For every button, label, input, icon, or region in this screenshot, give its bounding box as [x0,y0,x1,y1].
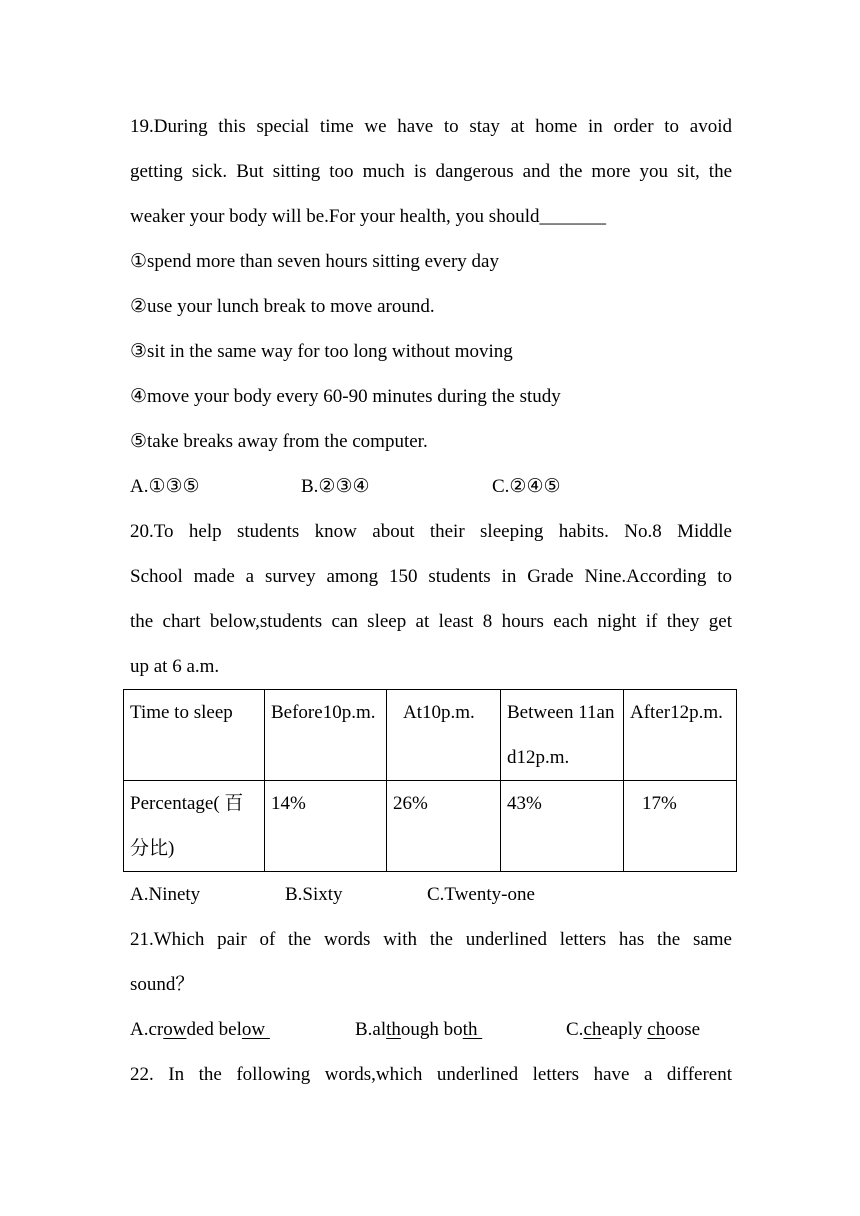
table-cell: At10p.m. [387,690,501,781]
q22-stem-line: 22. In the following words,which underlined letters have a different [130,1064,732,1085]
table-cell: 17% [624,781,737,872]
q21-stem-line: 21.Which pair of the words with the underlined letters has the same [130,929,732,950]
table-cell: Before10p.m. [265,690,387,781]
table-cell: 26% [387,781,501,872]
q19-item: ②use your lunch break to move around. [130,296,435,317]
q21-option-c[interactable] [566,1007,700,1052]
sleep-survey-table [123,689,737,872]
q21-option-text: ough bo [400,1019,463,1040]
q21-option-text: oose [665,1019,701,1040]
q19-item: ⑤take breaks away from the computer. [130,431,428,452]
q19-item: ④move your body every 60-90 minutes during the study [130,386,561,407]
q20-stem-line: the chart below,students can sleep at least 8 hours each night if they get [130,611,732,632]
q21-option-b[interactable] [355,1007,566,1052]
q19-option-c[interactable]: C.②④⑤ [492,476,561,497]
q21-option-text: C. [566,1019,584,1040]
question-21 [130,917,732,1052]
q19-options [130,464,732,509]
question-22 [130,1052,732,1097]
q19-stem-line: 19.During this special time we have to stay at home in order to avoid [130,116,732,137]
question-19 [130,104,732,509]
table-cell: Between 11and12p.m. [501,690,624,781]
q21-option-text: A.cr [130,1019,164,1040]
q21-option-text: eaply [601,1019,648,1040]
q20-stem-line: School made a survey among 150 students in Grade Nine.According to [130,566,732,587]
q20-options [130,872,732,917]
q21-option-a[interactable] [130,1007,355,1052]
table-cell: Percentage( 百分比) [124,781,265,872]
q21-stem-line: sound？ [130,974,195,995]
question-page [130,104,732,1097]
q19-stem-line: weaker your body will be.For your health, you should_______ [130,206,606,227]
q19-stem-line: getting sick. But sitting too much is dangerous and the more you sit, the [130,161,732,182]
q19-item: ③sit in the same way for too long without moving [130,341,513,362]
q20-option-c[interactable]: C.Twenty-one [427,884,535,905]
q20-option-a[interactable]: A.Ninety [130,884,201,905]
underlined-letters: ch [647,1019,666,1040]
q20-stem-line: 20.To help students know about their sleeping habits. No.8 Middle [130,521,732,542]
q20-option-b[interactable]: B.Sixty [285,884,343,905]
table-cell: 14% [265,781,387,872]
table-cell: After12p.m. [624,690,737,781]
table-row [124,781,737,872]
q21-option-text: ded bel [186,1019,242,1040]
q19-option-a[interactable]: A.①③⑤ [130,476,200,497]
underlined-letters: ch [583,1019,602,1040]
underlined-letters: th [386,1019,401,1040]
q21-option-text: B.al [355,1019,387,1040]
table-row [124,690,737,781]
q20-stem-line: up at 6 a.m. [130,656,220,677]
q19-option-b[interactable]: B.②③④ [301,476,370,497]
table-cell: 43% [501,781,624,872]
underlined-letters: ow [241,1019,270,1040]
underlined-letters: ow [163,1019,187,1040]
q19-item: ①spend more than seven hours sitting every day [130,251,499,272]
underlined-letters: th [462,1019,483,1040]
table-cell: Time to sleep [124,690,265,781]
q21-options [130,1007,732,1052]
question-20 [130,509,732,917]
